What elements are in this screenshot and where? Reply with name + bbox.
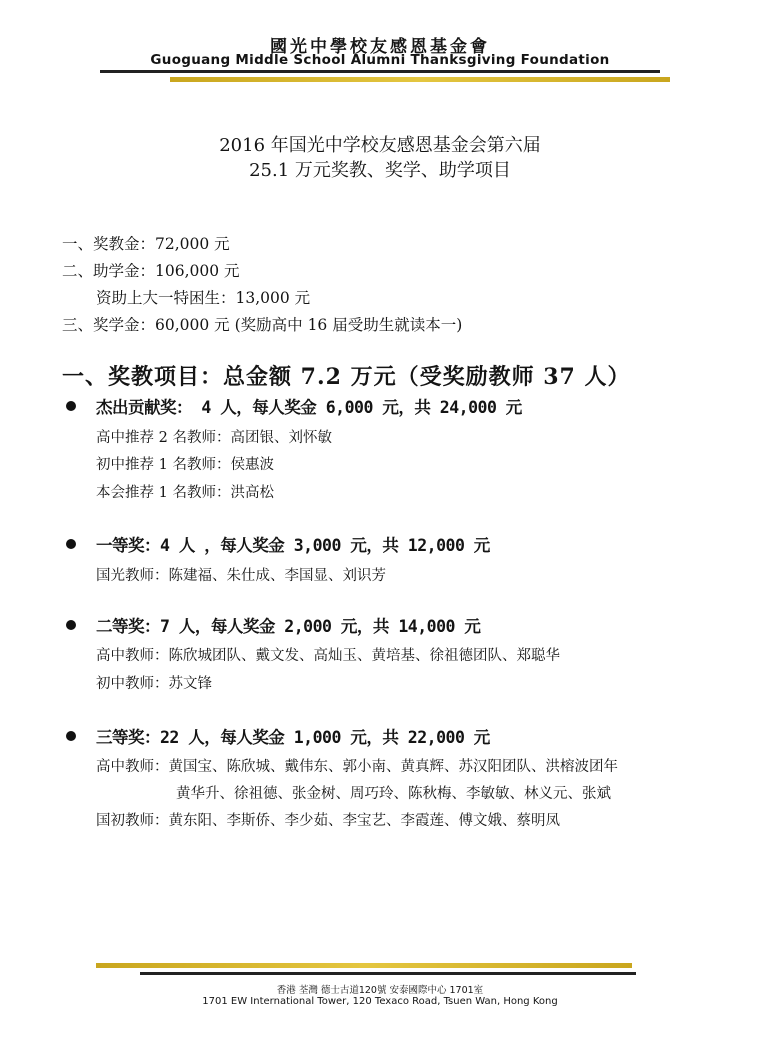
document-title-line2: 25.1 万元奖教、奖学、助学项目 (249, 160, 511, 181)
award-third-title: 三等奖：22 人，每人奖金 1,000 元，共 22,000 元 (96, 728, 490, 747)
award-third-line: 黄华升、徐祖德、张金树、周巧玲、陈秋梅、李敏敏、林义元、张斌 (176, 786, 611, 802)
footer-rule-gold (96, 963, 632, 968)
summary-aid-freshmen: 资助上大一特困生：13,000 元 (96, 289, 311, 307)
award-outstanding-line: 本会推荐 1 名教师：洪高松 (96, 485, 274, 501)
footer-address-english: 1701 EW International Tower, 120 Texaco Road, Tsuen Wan, Hong Kong (202, 996, 558, 1007)
bullet-icon (66, 620, 76, 630)
bullet-icon (66, 731, 76, 741)
award-outstanding-title: 杰出贡献奖： 4 人，每人奖金 6,000 元，共 24,000 元 (96, 398, 522, 417)
org-name-chinese: 國光中學校友感恩基金會 (270, 37, 490, 57)
award-first-line: 国光教师：陈建福、朱仕成、李国显、刘识芳 (96, 568, 386, 584)
award-first-title: 一等奖：4 人 ，每人奖金 3,000 元，共 12,000 元 (96, 536, 490, 555)
award-outstanding-line: 高中推荐 2 名教师：高团银、刘怀敏 (96, 430, 332, 446)
award-outstanding-line: 初中推荐 1 名教师：侯惠波 (96, 457, 274, 473)
document-title-line1: 2016 年国光中学校友感恩基金会第六届 (219, 135, 541, 156)
award-second-line: 初中教师：苏文锋 (96, 676, 212, 692)
award-second-line: 高中教师：陈欣城团队、戴文发、高灿玉、黄培基、徐祖德团队、郑聪华 (96, 648, 560, 664)
org-name-english: Guoguang Middle School Alumni Thanksgiving Foundation (150, 52, 610, 68)
bullet-icon (66, 401, 76, 411)
summary-scholarship: 三、奖学金：60,000 元 (奖励高中 16 届受助生就读本一) (62, 316, 463, 334)
award-second-title: 二等奖：7 人，每人奖金 2,000 元，共 14,000 元 (96, 617, 481, 636)
footer-rule-black (140, 972, 636, 975)
section-heading: 一、奖教项目：总金额 7.2 万元（受奖励教师 37 人） (62, 364, 631, 390)
bullet-icon (66, 539, 76, 549)
summary-teaching-award: 一、奖教金：72,000 元 (62, 235, 230, 253)
summary-aid: 二、助学金：106,000 元 (62, 262, 240, 280)
award-third-line: 高中教师：黄国宝、陈欣城、戴伟东、郭小南、黄真辉、苏汉阳团队、洪榕波团年 (96, 759, 618, 775)
footer-address-chinese: 香港 荃灣 德士古道120號 安泰國際中心 1701室 (276, 985, 484, 996)
header-rule-black (100, 70, 660, 73)
header-rule-gold (170, 77, 670, 82)
award-third-line: 国初教师：黄东阳、李斯侨、李少茹、李宝艺、李霞莲、傅文娥、蔡明凤 (96, 813, 560, 829)
